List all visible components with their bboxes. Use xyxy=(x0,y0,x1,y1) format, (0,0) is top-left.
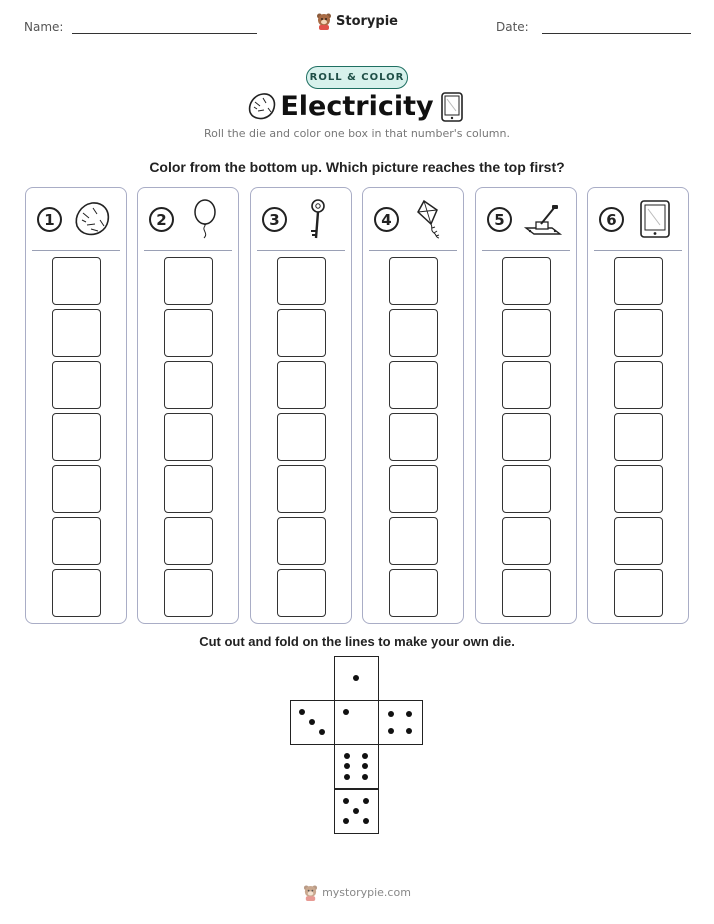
die-pip xyxy=(344,774,350,780)
column-4 xyxy=(362,187,464,624)
color-box[interactable] xyxy=(614,413,663,461)
color-box[interactable] xyxy=(164,465,213,513)
color-box[interactable] xyxy=(277,309,326,357)
die-pip xyxy=(353,675,359,681)
die-face-5 xyxy=(334,789,379,834)
bear-mascot-icon xyxy=(303,884,318,901)
color-box[interactable] xyxy=(52,361,101,409)
color-box[interactable] xyxy=(52,257,101,305)
color-box[interactable] xyxy=(389,465,438,513)
die-face-3 xyxy=(290,700,335,745)
color-box[interactable] xyxy=(502,413,551,461)
die-face-1 xyxy=(334,656,379,701)
column-1 xyxy=(25,187,127,624)
die-face-4 xyxy=(378,700,423,745)
color-box[interactable] xyxy=(277,569,326,617)
balloon-icon xyxy=(184,198,226,240)
kite-icon xyxy=(409,198,451,240)
column-number: 4 xyxy=(374,207,399,232)
column-divider xyxy=(257,250,345,251)
page-subtitle: Roll the die and color one box in that number's column. xyxy=(204,127,510,140)
color-box[interactable] xyxy=(389,257,438,305)
cut-instruction: Cut out and fold on the lines to make your own die. xyxy=(199,634,515,649)
column-2 xyxy=(137,187,239,624)
color-box[interactable] xyxy=(502,257,551,305)
color-box[interactable] xyxy=(277,257,326,305)
color-box[interactable] xyxy=(277,413,326,461)
color-box[interactable] xyxy=(389,309,438,357)
rock-icon xyxy=(72,198,114,240)
name-label: Name: xyxy=(24,20,64,34)
color-box[interactable] xyxy=(52,465,101,513)
column-divider xyxy=(369,250,457,251)
column-number: 6 xyxy=(599,207,624,232)
die-pip xyxy=(406,728,412,734)
column-number: 2 xyxy=(149,207,174,232)
color-box[interactable] xyxy=(164,517,213,565)
color-box[interactable] xyxy=(614,517,663,565)
die-pip xyxy=(343,709,349,715)
color-box[interactable] xyxy=(52,517,101,565)
column-number: 5 xyxy=(487,207,512,232)
color-box[interactable] xyxy=(614,465,663,513)
color-box[interactable] xyxy=(164,569,213,617)
die-face-6 xyxy=(334,744,379,789)
color-box[interactable] xyxy=(614,361,663,409)
date-label: Date: xyxy=(496,20,529,34)
color-box[interactable] xyxy=(502,569,551,617)
die-pip xyxy=(299,709,305,715)
die-pip xyxy=(363,818,369,824)
color-box[interactable] xyxy=(389,361,438,409)
color-box[interactable] xyxy=(52,309,101,357)
column-divider xyxy=(144,250,232,251)
die-pip xyxy=(309,719,315,725)
color-box[interactable] xyxy=(164,361,213,409)
color-box[interactable] xyxy=(52,569,101,617)
color-box[interactable] xyxy=(277,465,326,513)
color-box[interactable] xyxy=(389,517,438,565)
die-pip xyxy=(388,711,394,717)
activity-badge: ROLL & COLOR xyxy=(306,66,408,89)
date-line[interactable] xyxy=(542,33,691,34)
color-box[interactable] xyxy=(164,309,213,357)
tablet-icon xyxy=(438,91,466,123)
color-box[interactable] xyxy=(614,257,663,305)
column-divider xyxy=(32,250,120,251)
color-box[interactable] xyxy=(614,569,663,617)
color-box[interactable] xyxy=(277,361,326,409)
die-pip xyxy=(406,711,412,717)
color-box[interactable] xyxy=(502,361,551,409)
die-pip xyxy=(362,774,368,780)
column-divider xyxy=(594,250,682,251)
color-box[interactable] xyxy=(614,309,663,357)
color-box[interactable] xyxy=(389,413,438,461)
column-number: 1 xyxy=(37,207,62,232)
page-title: Electricity xyxy=(280,91,434,122)
die-pip xyxy=(344,753,350,759)
column-divider xyxy=(482,250,570,251)
column-6 xyxy=(587,187,689,624)
brand-name: Storypie xyxy=(336,13,398,29)
die-pip xyxy=(319,729,325,735)
color-box[interactable] xyxy=(164,413,213,461)
name-line[interactable] xyxy=(72,33,257,34)
brand-logo xyxy=(0,12,714,30)
color-box[interactable] xyxy=(389,569,438,617)
switch-icon xyxy=(522,198,564,240)
column-5 xyxy=(475,187,577,624)
die-face-1 xyxy=(334,700,379,745)
bear-mascot-icon xyxy=(316,12,332,30)
column-3 xyxy=(250,187,352,624)
color-box[interactable] xyxy=(277,517,326,565)
die-pip xyxy=(362,753,368,759)
color-box[interactable] xyxy=(502,465,551,513)
die-pip xyxy=(388,728,394,734)
key-icon xyxy=(297,198,339,240)
die-pip xyxy=(363,798,369,804)
color-box[interactable] xyxy=(164,257,213,305)
color-instruction: Color from the bottom up. Which picture reaches the top first? xyxy=(149,159,565,175)
color-box[interactable] xyxy=(52,413,101,461)
footer-url[interactable]: mystorypie.com xyxy=(322,886,411,899)
color-box[interactable] xyxy=(502,309,551,357)
die-pip xyxy=(362,763,368,769)
column-number: 3 xyxy=(262,207,287,232)
tablet-icon xyxy=(634,198,676,240)
die-pip xyxy=(343,818,349,824)
die-pip xyxy=(344,763,350,769)
footer xyxy=(0,884,714,901)
color-box[interactable] xyxy=(502,517,551,565)
die-pip xyxy=(353,808,359,814)
die-pip xyxy=(343,798,349,804)
